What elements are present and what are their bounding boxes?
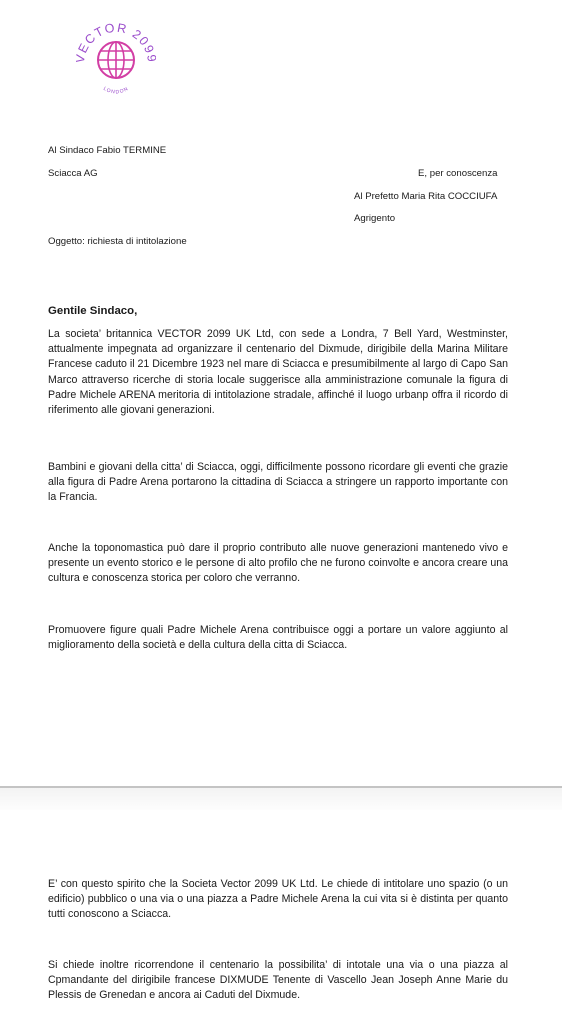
svg-text:LONDON	[102, 86, 130, 96]
logo-sub-text: LONDON	[102, 85, 130, 96]
cc-label: E, per conoscenza	[418, 168, 498, 179]
cc-line-1: Al Prefetto Maria Rita COCCIUFA	[354, 191, 498, 202]
paragraph-6: Si chiede inoltre ricorrendone il centenario la possibilita’ di intotale una via o una piazza al Cpmandante del dirigibile francese DIXMUDE Tenente di Vascello Jean Joseph Anne Marie du Plessis de Grenedan e ancora ai Caduti del Dixmude.	[48, 959, 508, 1002]
paragraph-4: Promuovere figure quali Padre Michele Arena contribuisce oggi a portare un valore aggiunto al miglioramento della società e della cultura della citta di Sciacca.	[48, 624, 508, 652]
paragraph-2: Bambini e giovani della citta’ di Sciacca, oggi, difficilmente possono ricordare gli eventi che grazie alla figura di Padre Arena portarono la cittadina di Sciacca a stringere un rapporto importante con la Francia.	[48, 461, 508, 504]
cc-line-2: Agrigento	[354, 213, 396, 224]
subject-line: Oggetto: richiesta di intitolazione	[48, 236, 187, 247]
recipient-line-1: Al Sindaco Fabio TERMINE	[48, 145, 167, 156]
globe-icon	[76, 20, 156, 100]
paragraph-3: Anche la toponomastica può dare il proprio contributo alle nuove generazioni mantenedo vivo e presente un evento storico e le persone di alto profilo che ne furono coinvolte e ancora creare una cultura e conoscenza storica per coloro che verranno.	[48, 542, 508, 585]
vector-2099-logo	[76, 20, 156, 100]
paragraph-5: E’ con questo spirito che la Societa Vector 2099 UK Ltd. Le chiede di intitolare uno spazio (o un edificio) pubblico o una via o una piazza a Padre Michele Arena la cui vita si è distinta per quanto tutti conoscono a Sciacca.	[48, 878, 508, 921]
logo-brand-text: ECTOR 209	[76, 20, 156, 57]
paragraph-1: La societa’ britannica VECTOR 2099 UK Ltd, con sede a Londra, 7 Bell Yard, Westminster, attualmente impegnata ad organizzare il centenario del Dixmude, dirigibile della Marina Militare Francese caduto il 21 Dicembre 1923 nel mare di Sciacca e presumibilmente al largo di Capo San Marco attraverso ricerche di storia locale suggerisce alla amministrazione comunale la figura di Padre Michele ARENA meritoria di intitolazione stradale, affinché il luogo urbanp offra il ricordo di riferimento alle giovani generazioni.	[48, 328, 508, 417]
greeting: Gentile Sindaco,	[48, 305, 138, 317]
recipient-line-2: Sciacca AG	[48, 168, 98, 179]
page-break-divider	[0, 786, 562, 810]
